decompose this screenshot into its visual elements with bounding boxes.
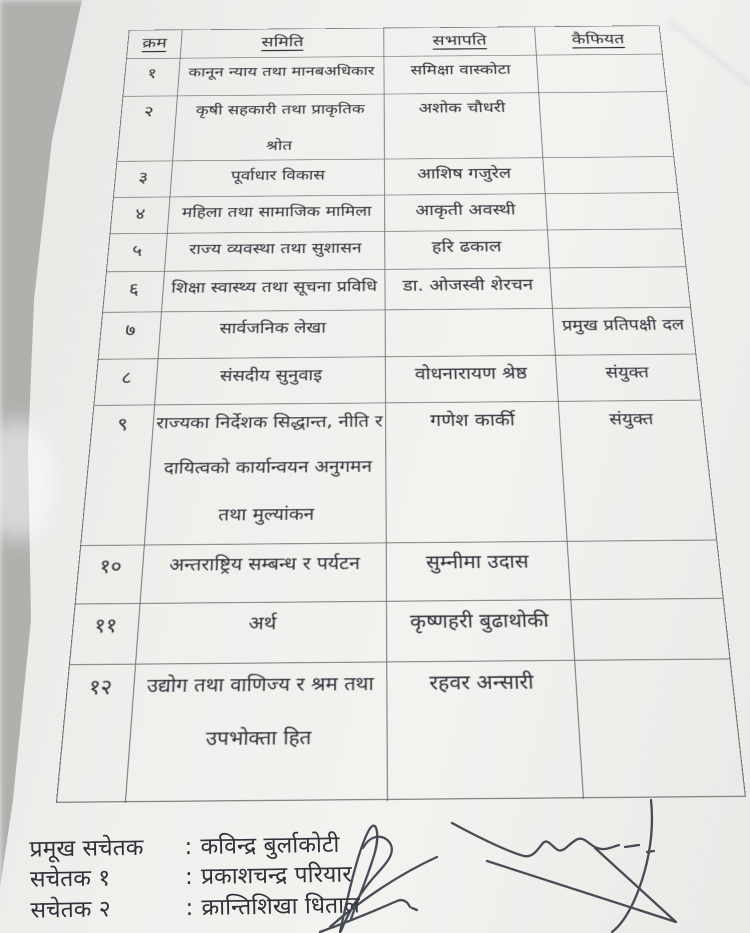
serial-cell: ८ (94, 359, 158, 405)
serial-cell: ६ (103, 272, 165, 312)
remark-cell (537, 54, 666, 92)
table-row (70, 599, 730, 665)
serial-cell: ७ (99, 312, 162, 359)
serial-cell: ५ (107, 234, 168, 272)
committee-cell: शिक्षा स्वास्थ्य तथा सूचना प्रविधि (162, 270, 386, 312)
remark-cell: प्रमुख प्रतिपक्षी दल (561, 315, 686, 335)
chairperson-cell: अशोक चौधरी (384, 93, 543, 159)
whip-list (29, 829, 360, 925)
committee-cell: उद्योग तथा वाणिज्य र श्रम तथा उपभोक्ता हित (126, 662, 388, 803)
committee-cell: सार्वजनिक लेखा (159, 310, 386, 358)
chairperson-cell: गणेश कार्की (386, 402, 568, 543)
chairperson-cell: समिक्षा वास्कोटा (384, 55, 539, 93)
table-row (103, 267, 690, 313)
chairperson-cell: आकृती अवस्थी (385, 194, 548, 231)
remark-cell: संयुक्त (604, 363, 650, 382)
table-row (94, 354, 700, 405)
whip-label: सचेतक २ (30, 896, 111, 924)
table-row (57, 659, 745, 803)
chairperson-cell: डा. ओजस्वी शेरचन (385, 268, 552, 309)
table-row (81, 401, 716, 546)
serial-cell: २ (117, 96, 178, 161)
whip-name: प्रकाशचन्द्र परियार (200, 861, 352, 891)
table-row (76, 540, 723, 604)
committee-cell: संसदीय सुनुवाइ (155, 357, 386, 404)
serial-cell: १० (76, 545, 145, 603)
serial-cell: ११ (70, 604, 141, 664)
committee-cell: पूर्वाधार विकास (170, 159, 385, 196)
chairperson-cell: वोधनारायण श्रेष्ठ (386, 356, 559, 403)
committee-cell: राज्य व्यवस्था तथा सुशासन (165, 232, 385, 271)
committee-cell: अन्तराष्ट्रिय सम्बन्ध र पर्यटन (141, 543, 387, 603)
committee-table (56, 25, 746, 802)
header-remarks: कैफियत (571, 31, 626, 48)
chairperson-cell: आशिष गजुरेल (385, 158, 546, 195)
remark-cell (539, 92, 673, 157)
separator: : (184, 864, 193, 891)
committee-table-wrapper (56, 25, 746, 802)
header-chairperson: सभापति (384, 27, 537, 56)
remark-cell: संयुक्त (608, 409, 655, 429)
remark-cell (543, 157, 677, 193)
committee-cell: महिला तथा सामाजिक मामिला (168, 195, 385, 233)
chairperson-cell: कृष्णहरी बुढाथोकी (387, 600, 575, 661)
chairperson-cell: रहवर अन्सारी (387, 661, 584, 801)
committee-cell: अर्थ (136, 602, 387, 664)
table-row (99, 308, 696, 360)
header-serial: क्रम (127, 30, 183, 58)
serial-cell: ९ (81, 405, 155, 545)
remark-cell (568, 540, 723, 599)
serial-cell: ४ (110, 197, 170, 233)
serial-cell: १ (123, 59, 180, 97)
whip-name: क्रान्तिशिखा धिताल (201, 892, 360, 921)
committee-cell: कृषी सहकारी तथा प्राकृतिक श्रोत (173, 94, 385, 160)
serial-cell: १२ (57, 665, 136, 804)
committee-cell: कानून न्याय तथा मानबअधिकार (178, 57, 385, 96)
table-row (117, 92, 673, 162)
table-row (114, 157, 678, 198)
whip-name: कविन्द्र बुर्लाकोटी (200, 831, 340, 860)
whip-label: सचेतक १ (29, 865, 111, 893)
table-row (107, 229, 686, 272)
chairperson-cell: सुम्नीमा उदास (387, 542, 572, 601)
header-committee: समिति (181, 28, 385, 58)
remark-cell (546, 193, 682, 230)
chairperson-cell: हरि ढकाल (385, 230, 550, 269)
serial-cell: ३ (114, 161, 173, 197)
whip-label: प्रमूख सचेतक (29, 834, 144, 863)
chairperson-cell (386, 309, 556, 357)
remark-cell (550, 267, 690, 308)
remark-cell (548, 229, 686, 267)
table-row (110, 193, 681, 234)
separator: : (185, 894, 194, 921)
committee-cell: राज्यका निर्देशक सिद्धान्त, नीति र दायित्वको कार्यान्वयन अनुगमन तथा मुल्यांकन (145, 403, 387, 544)
table-row (123, 54, 666, 96)
remark-cell (575, 659, 745, 799)
whip-line (30, 890, 360, 926)
separator: : (184, 834, 193, 861)
remark-cell (571, 599, 729, 660)
